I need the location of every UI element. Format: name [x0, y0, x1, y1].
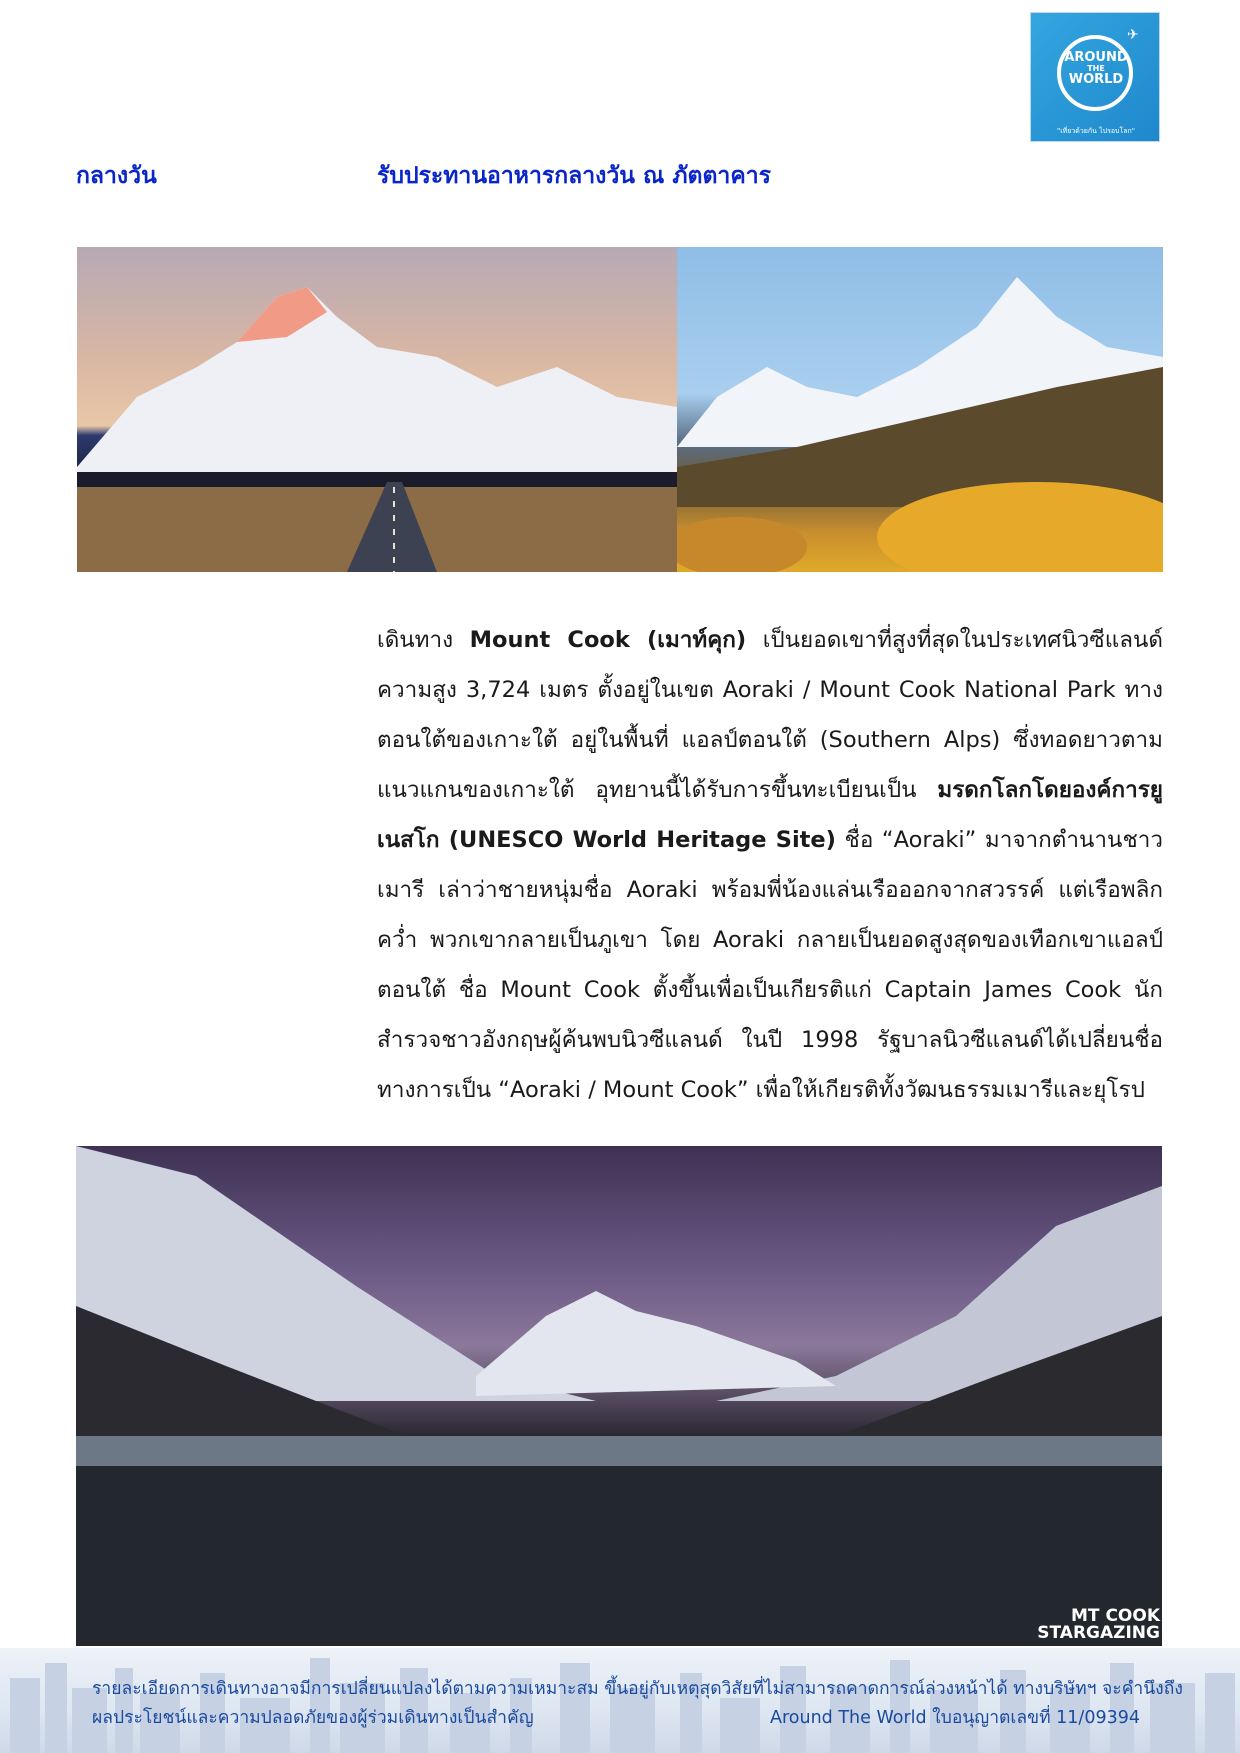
logo-wordmark: AROUND THE WORLD: [1064, 50, 1128, 87]
footer-disclaimer-line2: ผลประโยชน์และความปลอดภัยของผู้ร่วมเดินทางเป็นสำคัญ: [92, 1708, 534, 1728]
footer-disclaimer-line1: รายละเอียดการเดินทางอาจมีการเปลี่ยนแปลงได้ตามความเหมาะสม ขึ้นอยู่กับเหตุสุดวิสัยที่ไม่สามารถคาดการณ์ล่วงหน้าได้ ทางบริษัทฯ จะคำนึงถึง: [92, 1679, 1183, 1699]
airplane-icon: ✈: [1127, 27, 1139, 43]
logo-tagline: "เที่ยวด้วยกัน ไปรอบโลก": [1057, 127, 1135, 135]
footer-license: Around The World ใบอนุญาตเลขที่ 11/09394: [770, 1708, 1140, 1728]
mount-cook-road-photo: [77, 247, 677, 572]
stargazing-caption: MT COOK STARGAZING: [1037, 1606, 1160, 1643]
mount-cook-autumn-photo: [677, 247, 1163, 572]
article-paragraph: เดินทาง Mount Cook (เมาท์คุก) เป็นยอดเขาที่สูงที่สุดในประเทศนิวซีแลนด์ ความสูง 3,724 เมตร ตั้งอยู่ในเขต Aoraki / Mount Cook National Park ทางตอนใต้ของเกาะใต้ อยู่ในพื้นที่ แอลป์ตอนใต้ (Southern Alps) ซึ่งทอดยาวตามแนวแกนของเกาะใต้ อุทยานนี้ได้รับการขึ้นทะเบียนเป็น มรดกโลกโดยองค์การยูเนสโก (UNESCO World Heritage Site) ชื่อ “Aoraki” มาจากตำนานชาวเมารี เล่าว่าชายหนุ่มชื่อ Aoraki พร้อมพี่น้องแล่นเรือออกจากสวรรค์ แต่เรือพลิกคว่ำ พวกเขากลายเป็นภูเขา โดย Aoraki กลายเป็นยอดสูงสุดของเทือกเขาแอลป์ตอนใต้ ชื่อ Mount Cook ตั้งขึ้นเพื่อเป็นเกียรติแก่ Captain James Cook นักสำรวจชาวอังกฤษผู้ค้นพบนิวซีแลนด์ ในปี 1998 รัฐบาลนิวซีแลนด์ได้เปลี่ยนชื่อทางการเป็น “Aoraki / Mount Cook” เพื่อให้เกียรติทั้งวัฒนธรรมเมารีและยุโรป: [377, 627, 1163, 1103]
page-footer: [0, 1648, 1240, 1753]
company-logo: [1030, 12, 1160, 142]
schedule-description: รับประทานอาหารกลางวัน ณ ภัตตาคาร: [377, 163, 771, 189]
schedule-time-label: กลางวัน: [76, 163, 157, 189]
mt-cook-stargazing-photo: [76, 1146, 1162, 1646]
